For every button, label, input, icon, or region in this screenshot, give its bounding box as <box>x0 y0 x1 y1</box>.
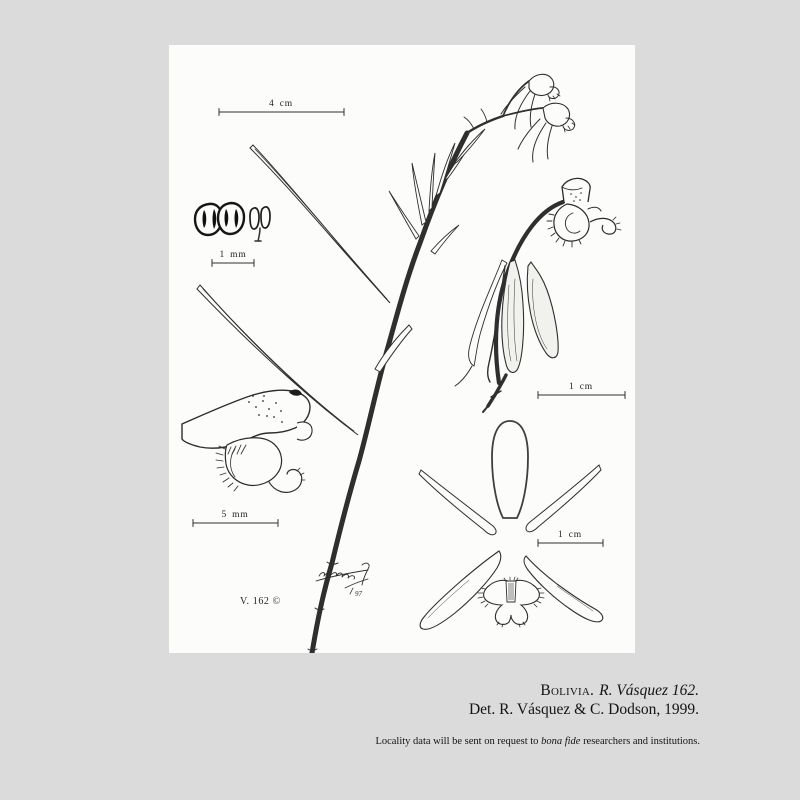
scale-bar-pollinarium <box>212 250 254 267</box>
petal-right <box>526 465 601 532</box>
sepal-back <box>527 262 558 358</box>
scale-bar-dissection <box>538 530 603 547</box>
figure-number: V. 162 © <box>240 596 281 607</box>
petal-left <box>419 470 496 535</box>
apical-flower-2 <box>503 103 575 162</box>
caption-collection: R. Vásquez 162. <box>599 682 699 699</box>
locality-footnote <box>375 736 700 748</box>
column-lip-side-drawing <box>182 390 312 493</box>
scale-bar-column <box>193 510 278 527</box>
signature-year: 97 <box>355 590 362 598</box>
scale-bar-flower-label: 1 cm <box>569 382 593 392</box>
scale-bar-pollinarium-label: 1 mm <box>219 250 247 260</box>
petal-strap-left <box>469 260 507 366</box>
footnote-text-italic: bona fide <box>541 736 581 747</box>
leaf-upper <box>250 145 390 303</box>
botanical-plate <box>169 45 635 653</box>
botanical-illustration <box>169 45 635 653</box>
footnote-text-pre: Locality data will be sent on request to <box>375 736 542 747</box>
footnote-text-post: researchers and institutions. <box>580 736 700 747</box>
scale-bar-habit <box>219 99 344 116</box>
caption-country: Bolivia. <box>540 682 595 699</box>
flower-side-drawing <box>455 178 621 412</box>
scale-bar-habit-label: 4 cm <box>269 99 293 109</box>
scale-bar-flower <box>538 382 625 399</box>
scale-bar-column-label: 5 mm <box>221 510 249 520</box>
caption-line-collection <box>469 681 699 700</box>
pollinarium-drawing <box>195 203 270 241</box>
scale-bar-dissection-label: 1 cm <box>558 530 582 540</box>
inflorescence-axis <box>467 116 503 133</box>
stem-path <box>312 133 467 653</box>
upper-bract-leaves <box>389 129 485 254</box>
lip-spread <box>478 577 544 627</box>
dorsal-sepal <box>492 421 528 518</box>
flower-dissection-drawing <box>419 421 603 629</box>
caption <box>469 681 699 719</box>
caption-determination: Det. R. Vásquez & C. Dodson, 1999. <box>468 701 699 718</box>
